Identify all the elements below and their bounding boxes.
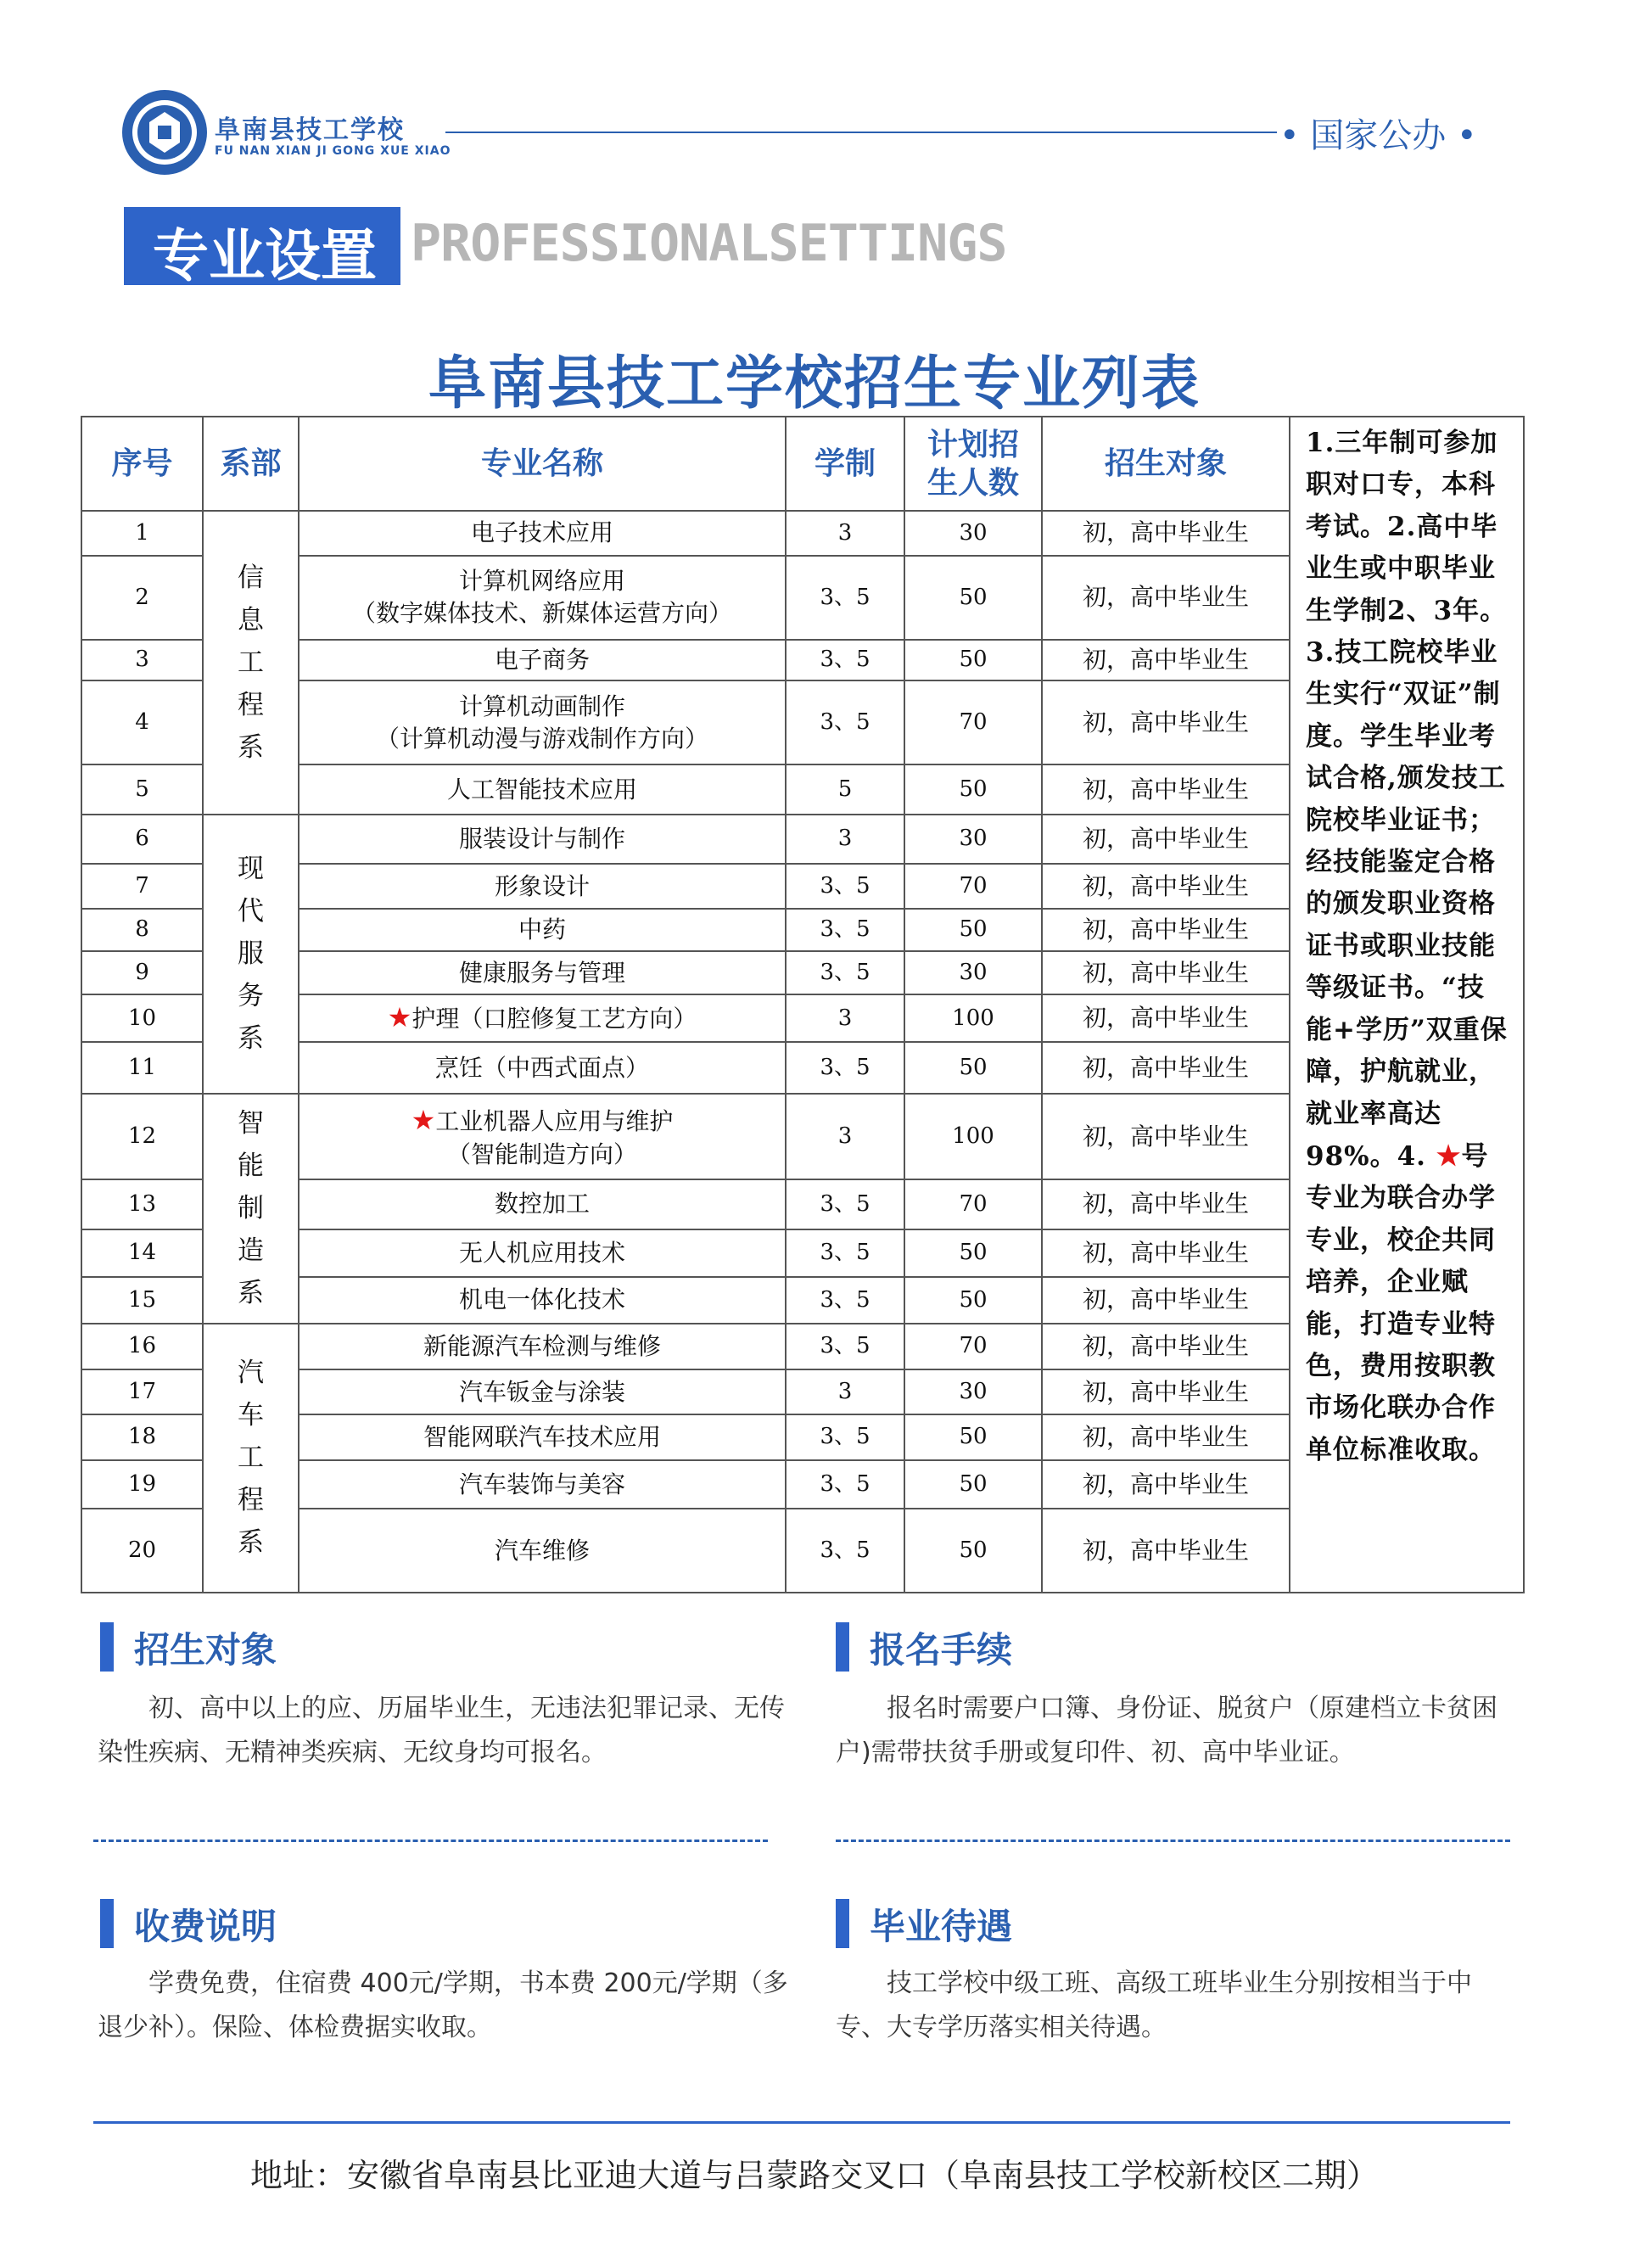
cell-target: 初，高中毕业生	[1042, 680, 1290, 764]
major-name: 健康服务与管理	[458, 958, 625, 987]
cell-plan: 30	[904, 1369, 1042, 1414]
major-name: 电子商务	[494, 645, 590, 674]
major-name: 人工智能技术应用	[446, 775, 637, 804]
enrollment-table	[81, 416, 1525, 1593]
school-name-cn: 阜南县技工学校	[215, 115, 405, 145]
cell-plan: 70	[904, 680, 1042, 764]
cell-seq: 3	[81, 640, 203, 680]
cell-major	[299, 1460, 786, 1509]
cell-target: 初，高中毕业生	[1042, 864, 1290, 909]
major-name: 汽车装饰与美容	[458, 1470, 625, 1498]
header-plan-line1: 计划招	[926, 427, 1019, 462]
cell-major	[299, 764, 786, 815]
cell-duration: 3、5	[786, 1042, 904, 1094]
cell-duration: 3、5	[786, 1229, 904, 1278]
cell-major	[299, 1277, 786, 1324]
cell-target: 初，高中毕业生	[1042, 1460, 1290, 1509]
major-name: 电子技术应用	[470, 518, 613, 547]
cell-major	[299, 1509, 786, 1593]
banner-title-en: PROFESSIONALSETTINGS	[411, 214, 1007, 273]
school-name-en: FU NAN XIAN JI GONG XUE XIAO	[215, 144, 451, 158]
star-icon: ★	[1436, 1139, 1462, 1172]
major-name: 护理（口腔修复工艺方向）	[411, 1005, 697, 1033]
major-name: 智能网联汽车技术应用	[423, 1423, 661, 1452]
cell-plan: 70	[904, 1324, 1042, 1370]
cell-seq: 20	[81, 1509, 203, 1593]
cell-duration: 3、5	[786, 1324, 904, 1370]
cell-major	[299, 511, 786, 556]
cell-duration: 3、5	[786, 680, 904, 764]
cell-duration: 3、5	[786, 1460, 904, 1509]
banner-title-cn: 专业设置	[153, 223, 377, 288]
cell-seq: 13	[81, 1179, 203, 1229]
cell-seq: 17	[81, 1369, 203, 1414]
header-dept: 系部	[203, 417, 299, 511]
star-icon: ★	[387, 1001, 412, 1034]
section-marker-graduate	[836, 1899, 849, 1948]
note-3: 3.技工院校毕业生实行“双证”制度。学生毕业考试合格,颁发技工院校毕业证书；经技能鉴定合格的颁发职业资格证书或职业技能等级证书。“技能+学历”双重保障，护航就业，就业率高达98%。	[1306, 637, 1508, 1172]
cell-target: 初，高中毕业生	[1042, 511, 1290, 556]
cell-duration: 3、5	[786, 1414, 904, 1461]
cell-major	[299, 909, 786, 952]
cell-target: 初，高中毕业生	[1042, 994, 1290, 1043]
cell-plan: 100	[904, 1094, 1042, 1179]
cell-target: 初，高中毕业生	[1042, 1229, 1290, 1278]
header-seq: 序号	[81, 417, 203, 511]
cell-major	[299, 815, 786, 865]
cell-seq: 12	[81, 1094, 203, 1179]
major-name: 中药	[518, 916, 566, 944]
major-name: 机电一体化技术	[458, 1285, 625, 1314]
note-4-prefix: 4.	[1397, 1140, 1426, 1172]
cell-target: 初，高中毕业生	[1042, 815, 1290, 865]
cell-target: 初，高中毕业生	[1042, 1369, 1290, 1414]
major-name: 服装设计与制作	[458, 825, 625, 854]
cell-plan: 50	[904, 909, 1042, 952]
cell-plan: 30	[904, 511, 1042, 556]
cell-seq: 14	[81, 1229, 203, 1278]
major-name: 数控加工	[494, 1190, 590, 1218]
cell-major	[299, 1179, 786, 1229]
cell-plan: 50	[904, 1460, 1042, 1509]
cell-dept: 汽 车 工 程 系	[203, 1324, 299, 1593]
major-name: 计算机动画制作 （计算机动漫与游戏制作方向）	[375, 692, 708, 753]
cell-major	[299, 1414, 786, 1461]
cell-plan: 50	[904, 1229, 1042, 1278]
cell-duration: 3	[786, 1369, 904, 1414]
cell-seq: 16	[81, 1324, 203, 1370]
dashed-divider-right	[836, 1840, 1510, 1842]
section-title-graduate: 毕业待遇	[870, 1906, 1013, 1947]
major-name: 工业机器人应用与维护 （智能制造方向）	[435, 1106, 674, 1169]
cell-plan: 50	[904, 764, 1042, 815]
cell-plan: 70	[904, 864, 1042, 909]
cell-major	[299, 1094, 786, 1179]
section-marker-fees	[100, 1899, 114, 1948]
cell-duration: 3、5	[786, 1179, 904, 1229]
cell-plan: 50	[904, 1509, 1042, 1593]
footer-address: 地址：安徽省阜南县比亚迪大道与吕蒙路交叉口（阜南县技工学校新校区二期）	[249, 2157, 1379, 2194]
cell-duration: 3、5	[786, 1277, 904, 1324]
section-title-target: 招生对象	[134, 1629, 277, 1671]
section-marker-register	[836, 1622, 849, 1672]
cell-dept: 现 代 服 务 系	[203, 815, 299, 1094]
cell-duration: 3、5	[786, 864, 904, 909]
cell-target: 初，高中毕业生	[1042, 1179, 1290, 1229]
section-body-fees: 学费免费，住宿费 400元/学期，书本费 200元/学期（多退少补）。保险、体检费据实收取。	[98, 1968, 788, 2042]
cell-major	[299, 951, 786, 994]
cell-duration: 3、5	[786, 640, 904, 680]
cell-duration: 3	[786, 1094, 904, 1179]
cell-target: 初，高中毕业生	[1042, 1094, 1290, 1179]
cell-seq: 5	[81, 764, 203, 815]
cell-target: 初，高中毕业生	[1042, 1414, 1290, 1461]
cell-dept: 信 息 工 程 系	[203, 511, 299, 815]
major-name: 烹饪（中西式面点）	[434, 1053, 649, 1082]
cell-duration: 3、5	[786, 909, 904, 952]
cell-target: 初，高中毕业生	[1042, 1324, 1290, 1370]
footer-divider	[93, 2121, 1510, 2124]
cell-plan: 30	[904, 951, 1042, 994]
cell-duration: 3	[786, 815, 904, 865]
cell-plan: 50	[904, 1042, 1042, 1094]
cell-major	[299, 1369, 786, 1414]
major-name: 汽车钣金与涂装	[458, 1377, 625, 1406]
cell-seq: 19	[81, 1460, 203, 1509]
cell-target: 初，高中毕业生	[1042, 1277, 1290, 1324]
cell-major	[299, 640, 786, 680]
cell-target: 初，高中毕业生	[1042, 1509, 1290, 1593]
cell-major	[299, 864, 786, 909]
cell-target: 初，高中毕业生	[1042, 1042, 1290, 1094]
cell-major	[299, 1324, 786, 1370]
header-duration: 学制	[786, 417, 904, 511]
cell-major	[299, 1229, 786, 1278]
star-icon: ★	[411, 1103, 436, 1136]
cell-seq: 10	[81, 994, 203, 1043]
cell-seq: 9	[81, 951, 203, 994]
header-target: 招生对象	[1042, 417, 1290, 511]
cell-plan: 50	[904, 556, 1042, 640]
cell-seq: 6	[81, 815, 203, 865]
header-major: 专业名称	[299, 417, 786, 511]
dashed-divider-left	[93, 1840, 768, 1842]
cell-duration: 3	[786, 511, 904, 556]
cell-duration: 3、5	[786, 951, 904, 994]
cell-plan: 50	[904, 1414, 1042, 1461]
note-1: 1.三年制可参加职对口专，本科考试。	[1306, 428, 1498, 542]
document-title: 阜南县技工学校招生专业列表	[428, 350, 1201, 417]
cell-plan: 70	[904, 1179, 1042, 1229]
cell-target: 初，高中毕业生	[1042, 556, 1290, 640]
section-marker-target	[100, 1622, 114, 1672]
notes-cell	[1290, 417, 1524, 1593]
section-body-graduate: 技工学校中级工班、高级工班毕业生分别按相当于中专、大专学历落实相关待遇。	[836, 1968, 1472, 2042]
cell-target: 初，高中毕业生	[1042, 951, 1290, 994]
cell-duration: 3、5	[786, 1509, 904, 1593]
section-body-register: 报名时需要户口簿、身份证、脱贫户（原建档立卡贫困户)需带扶贫手册或复印件、初、高中毕业证。	[836, 1694, 1497, 1767]
cell-seq: 7	[81, 864, 203, 909]
cell-major	[299, 994, 786, 1043]
cell-plan: 50	[904, 1277, 1042, 1324]
note-2: 2.高中毕业生或中职毕业生学制2、3年。	[1306, 511, 1508, 626]
cell-major	[299, 680, 786, 764]
cell-target: 初，高中毕业生	[1042, 640, 1290, 680]
cell-seq: 11	[81, 1042, 203, 1094]
section-title-fees: 收费说明	[134, 1906, 277, 1947]
cell-seq: 15	[81, 1277, 203, 1324]
cell-duration: 5	[786, 764, 904, 815]
cell-plan: 100	[904, 994, 1042, 1043]
header-tag: • 国家公办 •	[1279, 116, 1477, 155]
major-name: 无人机应用技术	[458, 1238, 625, 1267]
cell-duration: 3、5	[786, 556, 904, 640]
school-logo	[120, 88, 209, 176]
major-name: 计算机网络应用 （数字媒体技术、新媒体运营方向）	[351, 567, 732, 628]
table-header-row	[81, 417, 1524, 511]
cell-major	[299, 1042, 786, 1094]
cell-plan: 30	[904, 815, 1042, 865]
cell-dept: 智 能 制 造 系	[203, 1094, 299, 1324]
cell-seq: 2	[81, 556, 203, 640]
cell-target: 初，高中毕业生	[1042, 909, 1290, 952]
section-body-target: 初、高中以上的应、历届毕业生，无违法犯罪记录、无传染性疾病、无精神类疾病、无纹身均可报名。	[98, 1694, 785, 1767]
major-name: 形象设计	[494, 871, 590, 900]
header-plan-line2: 生人数	[926, 465, 1019, 501]
cell-major	[299, 556, 786, 640]
major-name: 新能源汽车检测与维修	[423, 1332, 661, 1361]
cell-seq: 4	[81, 680, 203, 764]
header-plan	[904, 417, 1042, 511]
major-name: 汽车维修	[494, 1536, 590, 1565]
cell-duration: 3	[786, 994, 904, 1043]
cell-target: 初，高中毕业生	[1042, 764, 1290, 815]
cell-seq: 18	[81, 1414, 203, 1461]
cell-seq: 8	[81, 909, 203, 952]
section-title-register: 报名手续	[870, 1629, 1013, 1671]
cell-seq: 1	[81, 511, 203, 556]
header-divider	[445, 132, 1277, 133]
note-4: 号专业为联合办学专业，校企共同培养，企业赋能，打造专业特色，费用按职教市场化联办合作单位标准收取。	[1306, 1140, 1496, 1465]
cell-plan: 50	[904, 640, 1042, 680]
